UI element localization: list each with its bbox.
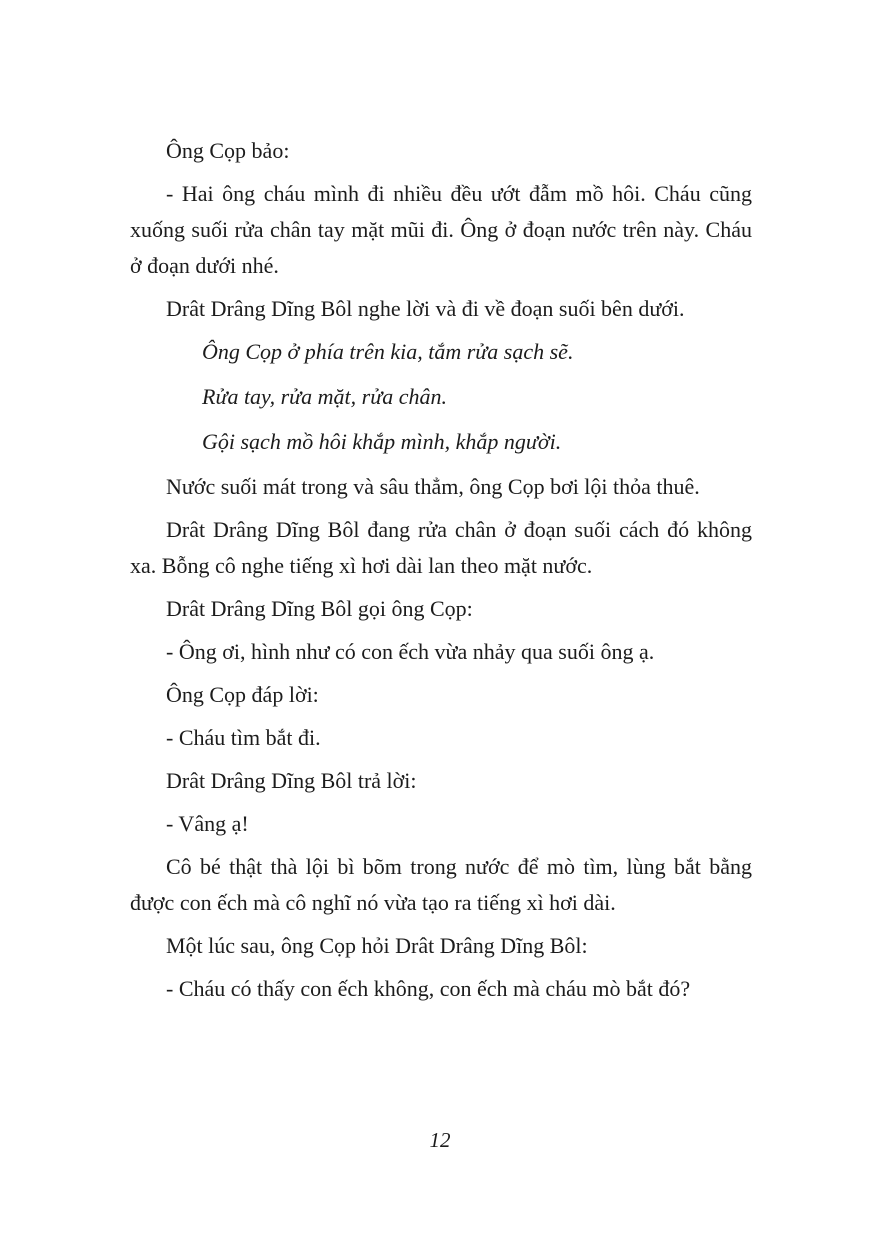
paragraph: - Hai ông cháu mình đi nhiều đều ướt đẫm mồ hôi. Cháu cũng xuống suối rửa chân tay mặt mũi đi. Ông ở đoạn nước trên này. Cháu ở đoạn dưới nhé. xyxy=(130,181,752,278)
paragraph: Nước suối mát trong và sâu thẳm, ông Cọp bơi lội thỏa thuê. xyxy=(166,474,700,499)
paragraph: Cô bé thật thà lội bì bõm trong nước để mò tìm, lùng bắt bằng được con ếch mà cô nghĩ nó vừa tạo ra tiếng xì hơi dài. xyxy=(130,854,752,915)
paragraph: Drât Drâng Dĩng Bôl đang rửa chân ở đoạn suối cách đó không xa. Bỗng cô nghe tiếng xì hơi dài lan theo mặt nước. xyxy=(130,517,752,578)
page-number: 12 xyxy=(429,1128,451,1152)
paragraph: - Cháu tìm bắt đi. xyxy=(166,725,321,750)
verse-line: Gội sạch mồ hôi khắp mình, khắp người. xyxy=(202,429,562,454)
paragraph: Một lúc sau, ông Cọp hỏi Drât Drâng Dĩng Bôl: xyxy=(166,933,588,958)
paragraph: - Cháu có thấy con ếch không, con ếch mà cháu mò bắt đó? xyxy=(166,976,691,1001)
paragraph: - Vâng ạ! xyxy=(166,811,249,836)
paragraph: Drât Drâng Dĩng Bôl gọi ông Cọp: xyxy=(166,596,473,621)
paragraph: - Ông ơi, hình như có con ếch vừa nhảy qua suối ông ạ. xyxy=(166,639,655,664)
text-block xyxy=(130,133,752,1014)
paragraph: Drât Drâng Dĩng Bôl nghe lời và đi về đoạn suối bên dưới. xyxy=(166,296,685,321)
paragraph: Drât Drâng Dĩng Bôl trả lời: xyxy=(166,768,417,793)
verse-line: Rửa tay, rửa mặt, rửa chân. xyxy=(202,384,447,409)
verse-line: Ông Cọp ở phía trên kia, tắm rửa sạch sẽ. xyxy=(202,339,574,364)
paragraph: Ông Cọp bảo: xyxy=(166,138,290,163)
paragraph: Ông Cọp đáp lời: xyxy=(166,682,319,707)
